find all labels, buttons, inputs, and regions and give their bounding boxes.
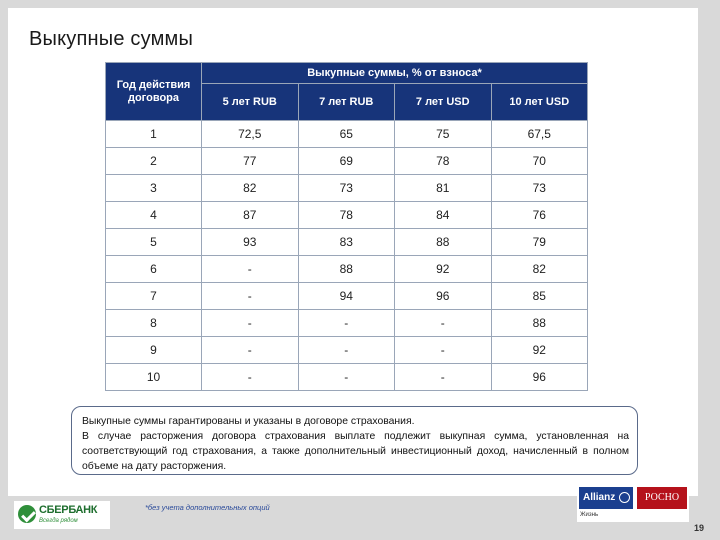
partner-subtitle: Жизнь	[580, 512, 599, 518]
table-row	[106, 175, 588, 202]
allianz-name: Allianz	[583, 492, 616, 503]
table-cell: 77	[202, 148, 299, 175]
table-cell: -	[202, 364, 299, 391]
table-row	[106, 364, 588, 391]
table-cell: 83	[298, 229, 395, 256]
table-cell: 69	[298, 148, 395, 175]
table-cell: 82	[202, 175, 299, 202]
partner-logos	[577, 484, 689, 522]
table-cell: 8	[106, 310, 202, 337]
table-cell: 9	[106, 337, 202, 364]
sberbank-logo	[14, 501, 110, 529]
table-cell: 5	[106, 229, 202, 256]
table-cell: 10	[106, 364, 202, 391]
table-cell: 6	[106, 256, 202, 283]
surrender-values-table	[105, 62, 588, 391]
allianz-eagle-icon	[619, 492, 630, 503]
table-cell: 96	[395, 283, 492, 310]
table-row	[106, 202, 588, 229]
sberbank-check-icon	[18, 505, 36, 523]
table-cell: 88	[298, 256, 395, 283]
table-cell: -	[395, 337, 492, 364]
table-cell: 3	[106, 175, 202, 202]
table-cell: -	[202, 310, 299, 337]
table-cell: -	[395, 310, 492, 337]
column-header: 10 лет USD	[491, 84, 588, 121]
table-cell: 72,5	[202, 121, 299, 148]
column-header: 5 лет RUB	[202, 84, 299, 121]
table-cell: 88	[491, 310, 588, 337]
table-cell: 87	[202, 202, 299, 229]
table-cell: -	[202, 337, 299, 364]
table-cell: 7	[106, 283, 202, 310]
table-cell: -	[395, 364, 492, 391]
table-cell: -	[298, 337, 395, 364]
table-cell: 73	[298, 175, 395, 202]
table-cell: 75	[395, 121, 492, 148]
info-note	[71, 406, 638, 475]
table-row	[106, 283, 588, 310]
table-cell: 82	[491, 256, 588, 283]
table-row	[106, 256, 588, 283]
table-row	[106, 337, 588, 364]
year-column-header: Год действия договора	[106, 63, 202, 121]
table-cell: 2	[106, 148, 202, 175]
table-cell: 78	[298, 202, 395, 229]
table-cell: 92	[395, 256, 492, 283]
note-line: Выкупные суммы гарантированы и указаны в договоре страхования.	[82, 416, 415, 427]
table-row	[106, 121, 588, 148]
table-row	[106, 229, 588, 256]
note-paragraph: В случае расторжения договора страхования выплате подлежит выкупная сумма, установленная на соответствующий год страхования, а также дополнительный инвестиционный доход, начисленный в полном объеме на дату расторжения.	[82, 431, 629, 472]
footnote: *без учета дополнительных опций	[145, 503, 270, 512]
table-cell: -	[298, 310, 395, 337]
table-row	[106, 310, 588, 337]
allianz-logo	[579, 487, 633, 509]
page-title: Выкупные суммы	[29, 28, 194, 50]
column-header: 7 лет RUB	[298, 84, 395, 121]
table-cell: -	[202, 256, 299, 283]
bank-name: СБЕРБАНК	[39, 504, 98, 516]
table-cell: 88	[395, 229, 492, 256]
table-cell: 85	[491, 283, 588, 310]
table-cell: 92	[491, 337, 588, 364]
table-cell: 96	[491, 364, 588, 391]
table-cell: 76	[491, 202, 588, 229]
table-cell: 93	[202, 229, 299, 256]
table-cell: 67,5	[491, 121, 588, 148]
table-cell: -	[202, 283, 299, 310]
table-cell: 79	[491, 229, 588, 256]
page-number: 19	[694, 523, 705, 533]
table-cell: 73	[491, 175, 588, 202]
table-cell: 84	[395, 202, 492, 229]
table-cell: 4	[106, 202, 202, 229]
table-cell: 78	[395, 148, 492, 175]
column-header: 7 лет USD	[395, 84, 492, 121]
table-cell: -	[298, 364, 395, 391]
table-cell: 94	[298, 283, 395, 310]
table-cell: 1	[106, 121, 202, 148]
table-cell: 70	[491, 148, 588, 175]
group-column-header: Выкупные суммы, % от взноса*	[202, 63, 588, 84]
table-row	[106, 148, 588, 175]
table-cell: 65	[298, 121, 395, 148]
bank-tagline: Всегда рядом	[39, 518, 78, 524]
table-body	[106, 121, 588, 391]
rosno-logo: РОСНО	[637, 487, 687, 509]
table-cell: 81	[395, 175, 492, 202]
